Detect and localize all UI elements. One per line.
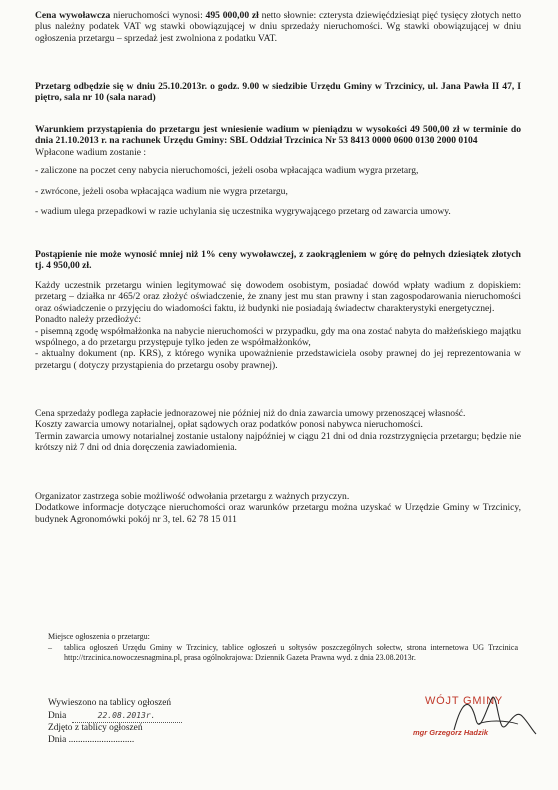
payment-term-item: Cena sprzedaży podlega zapłacie jednorazowej nie później niż do dnia zawarcia umowy przenoszącej własność. <box>35 408 466 419</box>
removed-label: Zdjęto z tablicy ogłoszeń <box>48 723 143 734</box>
posted-date-line <box>48 710 182 724</box>
posted-date-field <box>72 710 182 724</box>
organizer-notes-paragraph <box>35 491 521 525</box>
removed-date-line: Dnia ............................ <box>48 734 135 745</box>
footnote-text: tablica ogłoszeń Urzędu Gminy w Trzcinicy, tablice ogłoszeń u sołtysów poszczególnych sołectw, strona internetowa UG Trzcinica http://trzcinica.nowoczesnagmina.pl, prasa ogólnokrajowa: Dziennik Gazeta Prawna wyd. z dnia 23.08.2013r. <box>64 642 518 663</box>
deposit-paragraph <box>35 124 521 217</box>
additional-documents-intro: Ponadto należy przedłożyć: <box>35 314 142 326</box>
starting-price-lead: Cena wywoławcza <box>35 10 111 21</box>
payment-terms-paragraph <box>35 408 521 454</box>
deposit-item: - wadium ulega przepadkowi w razie uchylania się uczestnika wygrywającego przetarg od zawarcia umowy. <box>35 206 451 218</box>
starting-price-text-2: netto słownie: czterysta dziewięćdziesiąt pięć tysięcy złotych netto plus należny podatek VAT wg stawki obowiązującej w dniu sprzedaży nieruchomości. Wg stawki obowiązującej w dniu ogłoszenia przetargu – sprzedaż jest zwolniona z podatku VAT. <box>35 10 522 44</box>
deposit-intro: Wpłacone wadium zostanie : <box>35 146 147 158</box>
publication-place-footnote <box>48 632 518 664</box>
organizer-note-item: Organizator zastrzega sobie możliwość odwołania przetargu z ważnych przyczyn. <box>35 491 350 502</box>
mayor-stamp-title: WÓJT GMINY <box>425 695 504 707</box>
additional-document-item: - aktualny dokument (np. KRS), z którego wynika upoważnienie przedstawiciela osoby prawnej do jej reprezentowania w przetargu ( dotyczy przystąpienia do przetargu osoby prawnej). <box>35 348 521 371</box>
deposit-item: - zwrócone, jeżeli osoba wpłacająca wadium nie wygra przetargu, <box>35 185 288 197</box>
bid-increment-paragraph: Postąpienie nie może wynosić mniej niż 1% ceny wywoławczej, z zaokrągleniem w górę do pełnych dziesiątek złotych tj. 4 950,00 zł. <box>35 249 521 272</box>
mayor-signature <box>448 690 538 742</box>
footnote-list-item <box>48 643 518 664</box>
deposit-item: - zaliczone na poczet ceny nabycia nieruchomości, jeżeli osoba wpłacająca wadium wygra przetarg, <box>35 165 419 177</box>
posted-date-handwritten: 22.08.2013r. <box>97 710 156 720</box>
posted-date-label: Dnia <box>48 710 67 721</box>
payment-term-item: Koszty zawarcia umowy notarialnej, opłat sądowych oraz podatków ponosi nabywca nieruchomości. <box>35 419 423 431</box>
starting-price-amount: 495 000,00 zł <box>205 10 259 21</box>
starting-price-text-1: nieruchomości wynosi: <box>110 10 206 21</box>
footnote-dash: – <box>48 642 52 652</box>
organizer-note-item: Dodatkowe informacje dotyczące nieruchomości oraz warunków przetargu można uzyskać w Urzędzie Gminy w Trzcinicy, budynek Agronomówki pokój nr 3, tel. 62 78 15 011 <box>35 502 521 525</box>
additional-document-item: - pisemną zgodę współmałżonka na nabycie nieruchomości w przypadku, gdy ma ona zostać nabyta do małżeńskiego majątku wspólnego, a do przetargu przystępuje tylko jeden ze współmałżonków, <box>35 325 521 349</box>
deposit-condition: Warunkiem przystąpienia do przetargu jest wniesienie wadium w pieniądzu w wysokości 49 500,00 zł w terminie do dnia 21.10.2013 r. na rachunek Urzędu Gminy: SBL Oddział Trzcinica Nr 53 8413 0000 0600 0130 2000 0104 <box>35 124 521 147</box>
posting-record <box>48 698 182 746</box>
participant-requirements-paragraph <box>35 280 521 371</box>
mayor-stamp-name: mgr Grzegorz Hadzik <box>413 728 489 737</box>
posted-label: Wywieszono na tablicy ogłoszeń <box>48 698 172 708</box>
auction-date-paragraph: Przetarg odbędzie się w dniu 25.10.2013r. o godz. 9.00 w siedzibie Urzędu Gminy w Trzcinicy, ul. Jana Pawła II 47, I piętro, sala nr 10 (sala narad) <box>35 81 521 104</box>
participant-requirements-text: Każdy uczestnik przetargu winien legitymować się dowodem osobistym, posiadać dowód wpłaty wadium z dopiskiem: przetarg – działka nr 465/2 oraz złożyć oświadczenie, że znany jest mu stan prawny i stan zagospodarowania nieruchomości oraz oświadczenie o przyjęciu do wiadomości faktu, iż budynki nie posiadają świadectw charakterystyki energetycznej. <box>35 280 521 314</box>
starting-price-paragraph <box>35 10 521 44</box>
payment-term-item: Termin zawarcia umowy notarialnej zostanie ustalony najpóźniej w ciągu 21 dni od dnia rozstrzygnięcia przetargu; będzie nie krótszy niż 7 dni od dnia doręczenia zawiadomienia. <box>35 430 521 454</box>
footnote-title: Miejsce ogłoszenia o przetargu: <box>48 632 150 641</box>
